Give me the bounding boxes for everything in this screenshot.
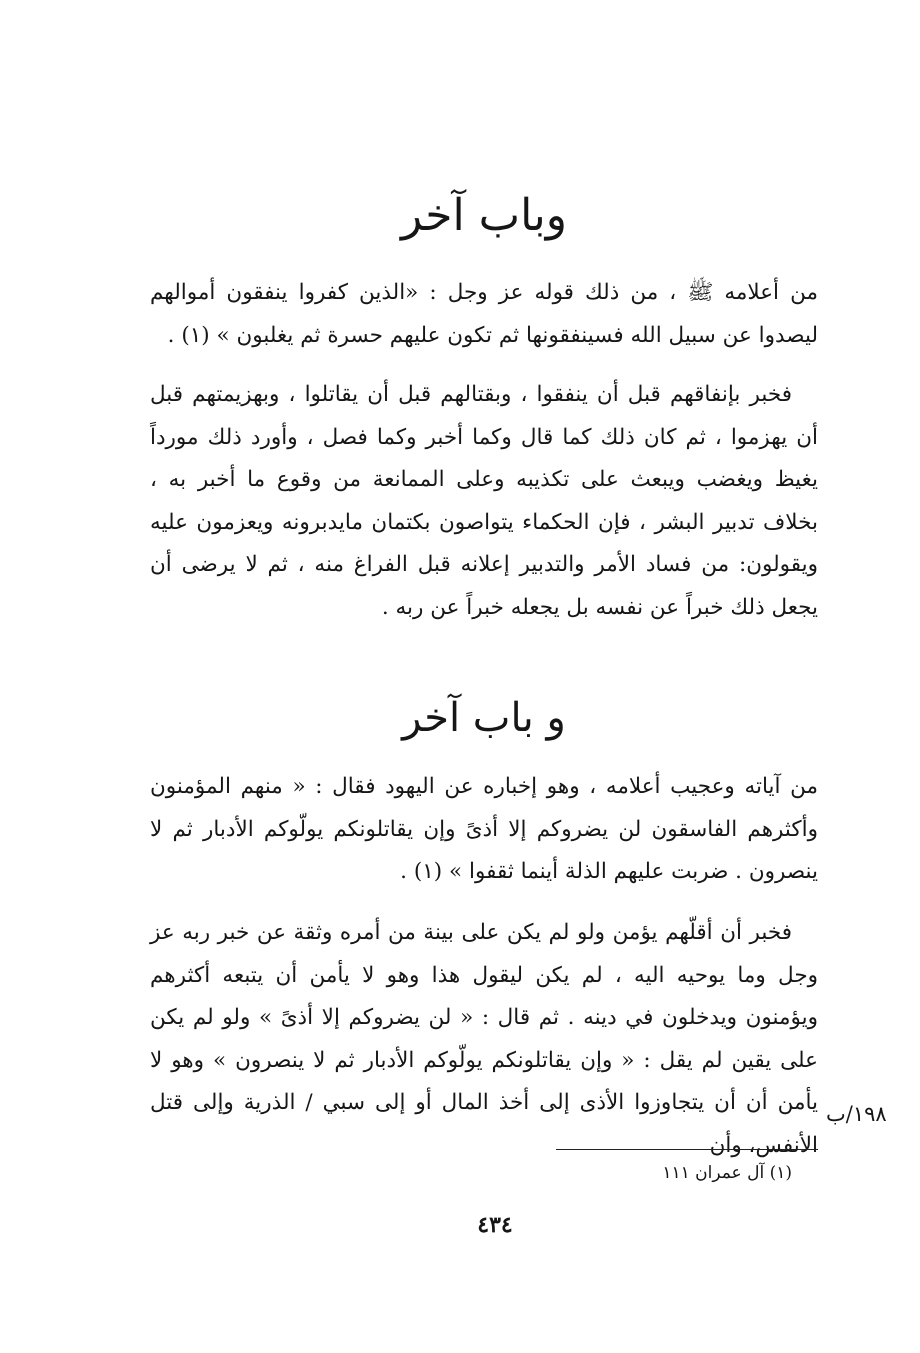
section-heading-1: وباب آخر [400, 190, 567, 241]
paragraph-2: فخبر بإنفاقهم قبل أن ينفقوا ، وبقتالهم قبل أن يقاتلوا ، وبهزيمتهم قبل أن يهزموا ، ثم كان ذلك كما قال وكما أخبر وكما فصل ، وأورد ذلك مورداً يغيظ ويغضب ويبعث على تكذيبه وعلى الممانعة من وقوع ما أخبر به ، بخلاف تدبير البشر ، فإن الحكماء يتواصون بكتمان مايدبرونه ويعزمون عليه ويقولون: من فساد الأمر والتدبير إعلانه قبل الفراغ منه ، ثم لا يرضى أن يجعل ذلك خبراً عن نفسه بل يجعله خبراً عن ربه . [150, 382, 818, 620]
paragraph-1: من أعلامه ﷺ ، من ذلك قوله عز وجل : «الذين كفروا ينفقون أموالهم ليصدوا عن سبيل الله فسينفقونها ثم تكون عليهم حسرة ثم يغلبون » (١) . [150, 280, 818, 348]
page-number: ٤٣٤ [477, 1212, 513, 1238]
paragraph-4: فخبر أن أقلّهم يؤمن ولو لم يكن على بينة من أمره وثقة عن خبر ربه عز وجل وما يوحيه اليه ، لم يكن ليقول هذا وهو لا يأمن أن يتبعه أكثرهم ويؤمنون ويدخلون في دينه . ثم قال : « لن يضروكم إلا أذىً » ولو لم يكن على يقين لم يقل : « وإن يقاتلونكم يولّوكم الأدبار ثم لا ينصرون » وهو لا يأمن أن أن يتجاوزوا الأذى إلى أخذ المال أو إلى سبي / الذرية وإلى قتل الأنفس، وأن [150, 920, 818, 1158]
paragraph-3: من آياته وعجيب أعلامه ، وهو إخباره عن اليهود فقال : « منهم المؤمنون وأكثرهم الفاسقون لن يضروكم إلا أذىً وإن يقاتلونكم يولّوكم الأدبار ثم لا ينصرون . ضربت عليهم الذلة أينما ثقفوا » (١) . [150, 774, 818, 884]
footnote: (١) آل عمران ١١١ [662, 1163, 792, 1183]
manuscript-folio-marker: ١٩٨/ب [826, 1102, 887, 1126]
section-heading-2: و باب آخر [402, 695, 566, 741]
footnote-divider [556, 1149, 818, 1150]
